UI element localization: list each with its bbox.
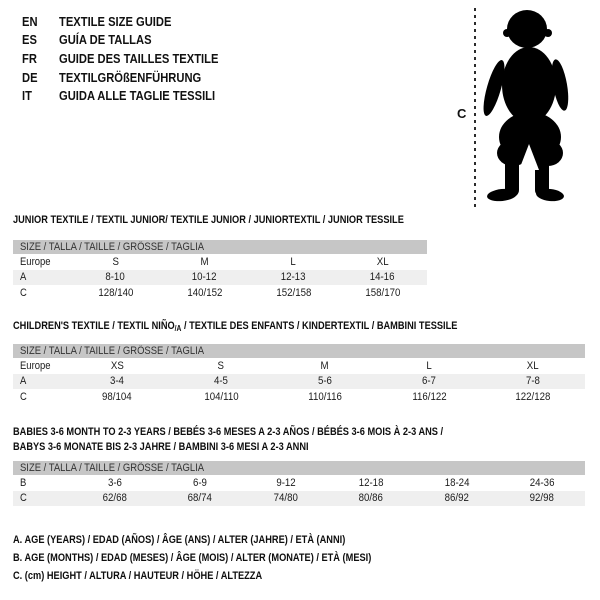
size-cell	[414, 477, 500, 489]
size-cell	[377, 375, 481, 387]
size-cell-text: 122/128	[515, 390, 551, 403]
legend-notes	[13, 531, 440, 585]
size-cell	[377, 391, 481, 403]
list-item	[22, 68, 244, 87]
size-cell-text: 92/98	[530, 492, 555, 505]
size-header-text: SIZE / TALLA / TAILLE / GRÖSSE / TAGLIA	[20, 241, 205, 253]
language-code-text: IT	[22, 88, 32, 104]
list-item	[22, 86, 244, 105]
babies-title-line1-text: BABIES 3-6 MONTH TO 2-3 YEARS / BEBÉS 3-6 MESES A 2-3 AÑOS / BÉBÉS 3-6 MOIS À 2-3 ANS /	[13, 425, 444, 438]
size-cell	[329, 492, 415, 504]
size-cell-text: 12-18	[358, 476, 384, 489]
size-cell	[158, 492, 244, 504]
size-cell-text: 152/158	[275, 286, 311, 299]
size-cell	[249, 287, 338, 299]
babies-size-table	[13, 461, 585, 506]
row-label-text: A	[20, 271, 27, 284]
size-cell	[377, 360, 481, 372]
table-row	[13, 285, 427, 301]
note-b	[13, 549, 440, 567]
size-cell-text: 104/110	[203, 390, 239, 403]
language-label-text: GUIDA ALLE TAGLIE TESSILI	[59, 88, 216, 104]
size-cell	[72, 477, 158, 489]
size-cell	[65, 391, 169, 403]
row-label-text: B	[20, 476, 27, 489]
size-cell-text: 6-9	[193, 476, 208, 489]
language-code	[22, 70, 59, 85]
children-section-title	[13, 320, 542, 333]
size-cell-text: S	[217, 359, 225, 372]
row-label	[13, 360, 65, 372]
table-row	[13, 491, 585, 507]
size-cell	[71, 256, 160, 268]
language-code	[22, 88, 59, 103]
row-label-text: Europe	[20, 359, 51, 372]
language-label-text: TEXTILGRÖßENFÜHRUNG	[59, 69, 202, 85]
language-label-text: TEXTILE SIZE GUIDE	[59, 13, 172, 29]
language-label	[59, 51, 244, 66]
table-row	[13, 358, 585, 374]
list-item	[22, 12, 244, 31]
size-cell-text: 62/68	[102, 492, 127, 505]
size-cell-text: 18-24	[444, 476, 470, 489]
size-cell-text: XL	[527, 359, 539, 372]
size-cell-text: 12-13	[281, 271, 306, 284]
size-cell-text: M	[320, 359, 330, 372]
language-code-text: ES	[22, 32, 37, 48]
row-label-text: Europe	[20, 255, 51, 268]
size-header-band	[13, 240, 427, 254]
junior-section-title	[13, 214, 478, 226]
row-label	[13, 391, 65, 403]
size-cell	[160, 271, 249, 283]
size-cell	[500, 492, 586, 504]
size-cell	[160, 256, 249, 268]
children-title-sub: /A	[174, 324, 182, 333]
language-code-text: DE	[22, 69, 38, 85]
row-label	[13, 492, 72, 504]
language-code-text: EN	[22, 13, 38, 29]
size-cell-text: 140/152	[186, 286, 222, 299]
size-cell-text: 110/116	[308, 390, 342, 403]
language-label	[59, 88, 241, 103]
row-label-text: C	[20, 390, 27, 403]
size-cell-text: 128/140	[97, 286, 133, 299]
table-row	[13, 475, 585, 491]
size-cell	[414, 492, 500, 504]
language-code	[22, 14, 59, 29]
row-label	[13, 477, 72, 489]
size-cell-text: 9-12	[276, 476, 296, 489]
size-cell-text: 68/74	[188, 492, 213, 505]
table-row	[13, 270, 427, 286]
size-cell-text: 14-16	[370, 271, 395, 284]
row-label-text: C	[20, 286, 27, 299]
size-cell-text: S	[112, 255, 119, 268]
babies-title-line2-text: BABYS 3-6 MONATE BIS 2-3 JAHRE / BAMBINI 3-6 MESI A 2-3 ANNI	[13, 440, 309, 453]
row-label	[13, 256, 71, 268]
size-cell-text: XL	[376, 255, 389, 268]
size-cell-text: 3-4	[110, 375, 124, 388]
size-cell	[481, 375, 585, 387]
language-code	[22, 51, 59, 66]
language-label	[59, 70, 224, 85]
size-cell-text: 4-5	[214, 375, 228, 388]
size-cell	[169, 391, 273, 403]
children-title-pre: CHILDREN'S TEXTILE / TEXTIL NIÑO	[13, 320, 175, 332]
size-cell	[249, 256, 338, 268]
note-b-text: B. AGE (MONTHS) / EDAD (MESES) / ÂGE (MOIS) / ALTER (MONATE) / ETÀ (MESI)	[13, 552, 372, 564]
size-cell	[243, 492, 329, 504]
size-cell-text: 116/122	[411, 390, 447, 403]
size-header-band	[13, 461, 585, 475]
size-cell	[481, 391, 585, 403]
row-label-text: C	[20, 492, 27, 505]
size-cell-text: 158/170	[364, 286, 400, 299]
size-cell	[329, 477, 415, 489]
language-code-text: FR	[22, 50, 37, 66]
size-cell	[481, 360, 585, 372]
size-cell-text: 8-10	[105, 271, 126, 284]
size-cell	[65, 360, 169, 372]
size-header-text: SIZE / TALLA / TAILLE / GRÖSSE / TAGLIA	[20, 345, 205, 357]
list-item	[22, 49, 244, 68]
size-cell-text: 7-8	[526, 375, 540, 388]
size-cell	[71, 271, 160, 283]
size-cell	[500, 477, 586, 489]
size-cell	[273, 360, 377, 372]
size-cell	[338, 271, 427, 283]
note-a	[13, 531, 440, 549]
babies-title-line1	[13, 424, 525, 439]
size-cell-text: 10-12	[192, 271, 217, 284]
size-cell-text: 98/104	[102, 390, 132, 403]
size-cell	[72, 492, 158, 504]
size-cell-text: 24-36	[529, 476, 555, 489]
height-label-c: C	[457, 106, 467, 121]
babies-section-title	[13, 424, 525, 454]
size-header-band	[13, 344, 585, 358]
size-cell	[338, 256, 427, 268]
size-cell-text: 74/80	[273, 492, 298, 505]
size-cell-text: 3-6	[107, 476, 122, 489]
size-cell-text: 5-6	[318, 375, 332, 388]
size-cell-text: M	[200, 255, 209, 268]
language-code	[22, 32, 59, 47]
size-cell-text: 86/92	[444, 492, 469, 505]
size-cell-text: 80/86	[359, 492, 384, 505]
note-c-text: C. (cm) HEIGHT / ALTURA / HAUTEUR / HÖHE / ALTEZZA	[13, 570, 263, 582]
junior-size-table	[13, 240, 427, 301]
size-cell	[169, 360, 273, 372]
babies-title-line2	[13, 439, 525, 454]
size-cell	[160, 287, 249, 299]
row-label	[13, 287, 71, 299]
row-label	[13, 375, 65, 387]
row-label	[13, 271, 71, 283]
children-title-post: / TEXTILE DES ENFANTS / KINDERTEXTIL / BAMBINI TESSILE	[181, 320, 458, 332]
note-c	[13, 567, 440, 585]
size-cell	[65, 375, 169, 387]
size-cell	[243, 477, 329, 489]
language-label-text: GUIDE DES TAILLES TEXTILE	[59, 50, 219, 66]
table-row	[13, 374, 585, 390]
table-row	[13, 254, 427, 270]
children-size-table	[13, 344, 585, 405]
size-cell	[338, 287, 427, 299]
junior-section-title-text: JUNIOR TEXTILE / TEXTIL JUNIOR/ TEXTILE JUNIOR / JUNIORTEXTIL / JUNIOR TESSILE	[13, 214, 404, 226]
size-cell-text: 6-7	[422, 375, 436, 388]
language-label	[59, 14, 190, 29]
size-cell	[71, 287, 160, 299]
baby-silhouette-icon	[478, 10, 570, 208]
size-header-text: SIZE / TALLA / TAILLE / GRÖSSE / TAGLIA	[20, 462, 205, 474]
note-a-text: A. AGE (YEARS) / EDAD (AÑOS) / ÂGE (ANS) / ALTER (JAHRE) / ETÀ (ANNI)	[13, 534, 346, 546]
size-cell-text: L	[290, 255, 297, 268]
table-row	[13, 389, 585, 405]
size-cell	[158, 477, 244, 489]
row-label-text: A	[20, 375, 27, 388]
language-label	[59, 32, 167, 47]
size-cell-text: L	[426, 359, 432, 372]
list-item	[22, 31, 244, 50]
language-title-list	[22, 12, 244, 105]
height-measure-dotted-line	[474, 8, 476, 208]
size-cell	[169, 375, 273, 387]
size-cell	[249, 271, 338, 283]
size-cell-text: XS	[110, 359, 124, 372]
size-cell	[273, 391, 377, 403]
language-label-text: GUÍA DE TALLAS	[59, 32, 152, 48]
size-cell	[273, 375, 377, 387]
children-section-title-text	[13, 320, 457, 333]
